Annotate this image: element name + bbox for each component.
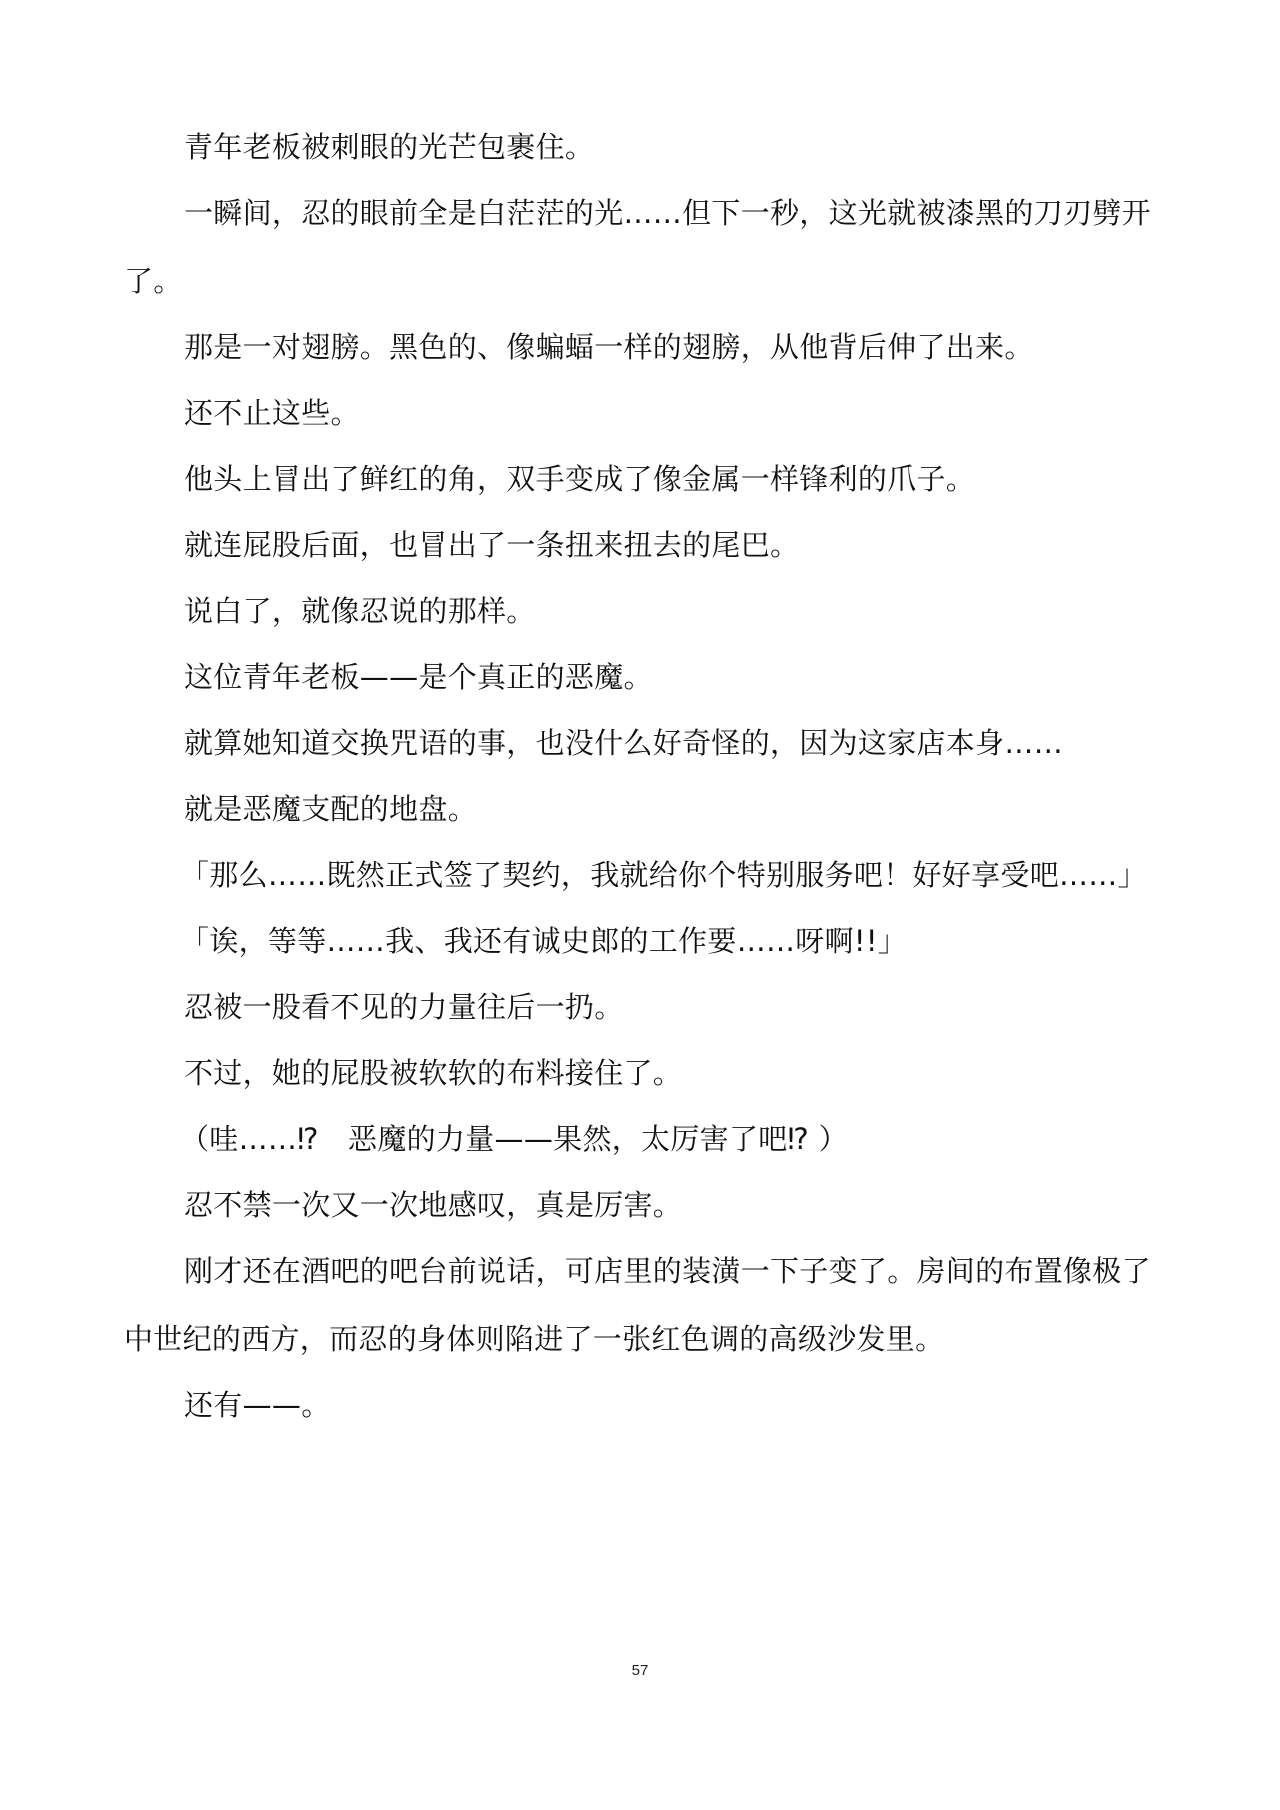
page-number: 57 xyxy=(631,1662,649,1679)
paragraph-3: 那是一对翅膀。黑色的、像蝙蝠一样的翅膀，从他背后伸了出来。 xyxy=(184,330,1034,364)
paragraph-6: 就连屁股后面，也冒出了一条扭来扭去的尾巴。 xyxy=(184,528,800,562)
paragraph-18: 还有——。 xyxy=(184,1388,331,1422)
paragraph-8: 这位青年老板——是个真正的恶魔。 xyxy=(184,660,653,694)
paragraph-2: 一瞬间，忍的眼前全是白茫茫的光……但下一秒，这光就被漆黑的刀刃劈开了。 xyxy=(124,196,1151,298)
paragraph-4: 还不止这些。 xyxy=(184,396,360,430)
paragraph-13: 忍被一股看不见的力量往后一扔。 xyxy=(184,990,624,1024)
paragraph-17: 刚才还在酒吧的吧台前说话，可店里的装潢一下子变了。房间的布置像极了中世纪的西方，而忍的身体则陷进了一张红色调的高级沙发里。 xyxy=(124,1254,1151,1356)
paragraph-16: 忍不禁一次又一次地感叹，真是厉害。 xyxy=(184,1188,683,1222)
paragraph-10: 就是恶魔支配的地盘。 xyxy=(184,792,478,826)
dialogue-1: 「那么……既然正式签了契约，我就给你个特别服务吧！好好享受吧……」 xyxy=(180,858,1147,892)
inner-thought: （哇……⁉ 恶魔的力量——果然，太厉害了吧⁉ ） xyxy=(180,1122,848,1156)
dialogue-2: 「诶，等等……我、我还有诚史郎的工作要……呀啊!!」 xyxy=(180,924,908,958)
paragraph-5: 他头上冒出了鲜红的角，双手变成了像金属一样锋利的爪子。 xyxy=(184,462,976,496)
body-text xyxy=(124,128,1164,1452)
paragraph-9: 就算她知道交换咒语的事，也没什么好奇怪的，因为这家店本身…… xyxy=(184,726,1064,760)
paragraph-14: 不过，她的屁股被软软的布料接住了。 xyxy=(184,1056,683,1090)
paragraph-1: 青年老板被刺眼的光芒包裹住。 xyxy=(184,130,595,164)
paragraph-7: 说白了，就像忍说的那样。 xyxy=(184,594,536,628)
